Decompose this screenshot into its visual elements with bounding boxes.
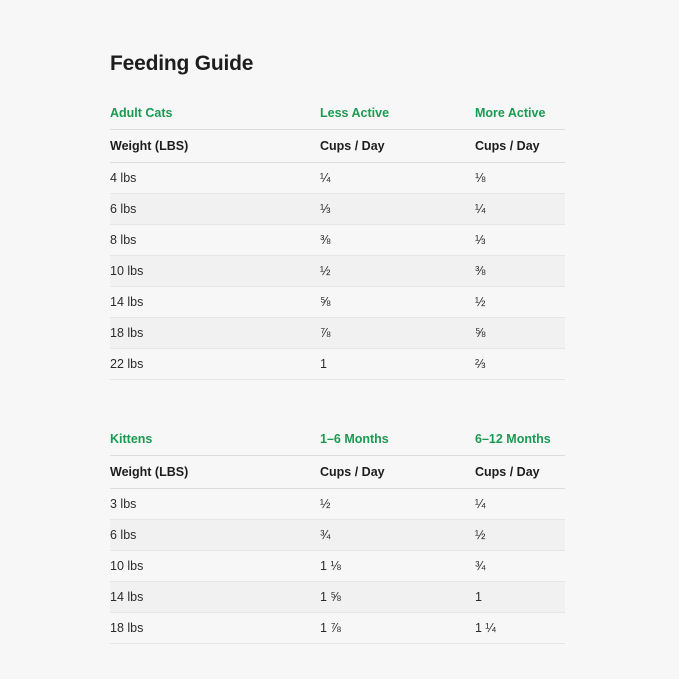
table-row xyxy=(110,225,565,256)
table-row xyxy=(110,163,565,194)
months-6-12-cell: 1 xyxy=(475,582,565,613)
weight-cell: 6 lbs xyxy=(110,194,320,225)
more-active-cell: ⅝ xyxy=(475,318,565,349)
table-row xyxy=(110,613,565,644)
kittens-column-header-row xyxy=(110,456,565,489)
kittens-section-header-row xyxy=(110,432,565,456)
weight-cell: 10 lbs xyxy=(110,256,320,287)
weight-cell: 8 lbs xyxy=(110,225,320,256)
months-6-12-cell: ½ xyxy=(475,520,565,551)
table-row xyxy=(110,489,565,520)
table-row xyxy=(110,256,565,287)
months-1-6-cell: 1 ⅞ xyxy=(320,613,475,644)
section-spacer xyxy=(110,380,569,432)
weight-cell: 3 lbs xyxy=(110,489,320,520)
kittens-6-12-months-column-header: Cups / Day xyxy=(475,456,565,489)
table-row xyxy=(110,194,565,225)
table-row xyxy=(110,551,565,582)
kittens-weight-column-header: Weight (LBS) xyxy=(110,456,320,489)
adult-cats-section-label: Adult Cats xyxy=(110,106,320,130)
weight-cell: 4 lbs xyxy=(110,163,320,194)
less-active-cell: ⅞ xyxy=(320,318,475,349)
adult-cats-section-header-row xyxy=(110,106,565,130)
more-active-cell: ⅓ xyxy=(475,225,565,256)
adult-cats-more-active-column-header: Cups / Day xyxy=(475,130,565,163)
more-active-cell: ⅔ xyxy=(475,349,565,380)
less-active-cell: ⅜ xyxy=(320,225,475,256)
table-row xyxy=(110,318,565,349)
less-active-cell: 1 xyxy=(320,349,475,380)
weight-cell: 10 lbs xyxy=(110,551,320,582)
page-title: Feeding Guide xyxy=(110,52,254,75)
weight-cell: 6 lbs xyxy=(110,520,320,551)
adult-cats-more-active-label: More Active xyxy=(475,106,565,130)
months-6-12-cell: ¾ xyxy=(475,551,565,582)
weight-cell: 18 lbs xyxy=(110,318,320,349)
months-1-6-cell: ¾ xyxy=(320,520,475,551)
months-1-6-cell: ½ xyxy=(320,489,475,520)
adult-cats-column-header-row xyxy=(110,130,565,163)
less-active-cell: ⅓ xyxy=(320,194,475,225)
table-row xyxy=(110,287,565,318)
months-1-6-cell: 1 ⅛ xyxy=(320,551,475,582)
more-active-cell: ⅜ xyxy=(475,256,565,287)
weight-cell: 14 lbs xyxy=(110,582,320,613)
kittens-table xyxy=(110,432,565,644)
adult-cats-weight-column-header: Weight (LBS) xyxy=(110,130,320,163)
more-active-cell: ½ xyxy=(475,287,565,318)
months-6-12-cell: ¼ xyxy=(475,489,565,520)
less-active-cell: ¼ xyxy=(320,163,475,194)
adult-cats-less-active-label: Less Active xyxy=(320,106,475,130)
months-1-6-cell: 1 ⅝ xyxy=(320,582,475,613)
kittens-1-6-months-label: 1–6 Months xyxy=(320,432,475,456)
kittens-6-12-months-label: 6–12 Months xyxy=(475,432,565,456)
table-row xyxy=(110,520,565,551)
table-row xyxy=(110,349,565,380)
less-active-cell: ½ xyxy=(320,256,475,287)
more-active-cell: ⅛ xyxy=(475,163,565,194)
less-active-cell: ⅝ xyxy=(320,287,475,318)
weight-cell: 18 lbs xyxy=(110,613,320,644)
more-active-cell: ¼ xyxy=(475,194,565,225)
kittens-1-6-months-column-header: Cups / Day xyxy=(320,456,475,489)
kittens-section-label: Kittens xyxy=(110,432,320,456)
adult-cats-less-active-column-header: Cups / Day xyxy=(320,130,475,163)
weight-cell: 22 lbs xyxy=(110,349,320,380)
adult-cats-table xyxy=(110,106,565,380)
table-row xyxy=(110,582,565,613)
weight-cell: 14 lbs xyxy=(110,287,320,318)
months-6-12-cell: 1 ¼ xyxy=(475,613,565,644)
